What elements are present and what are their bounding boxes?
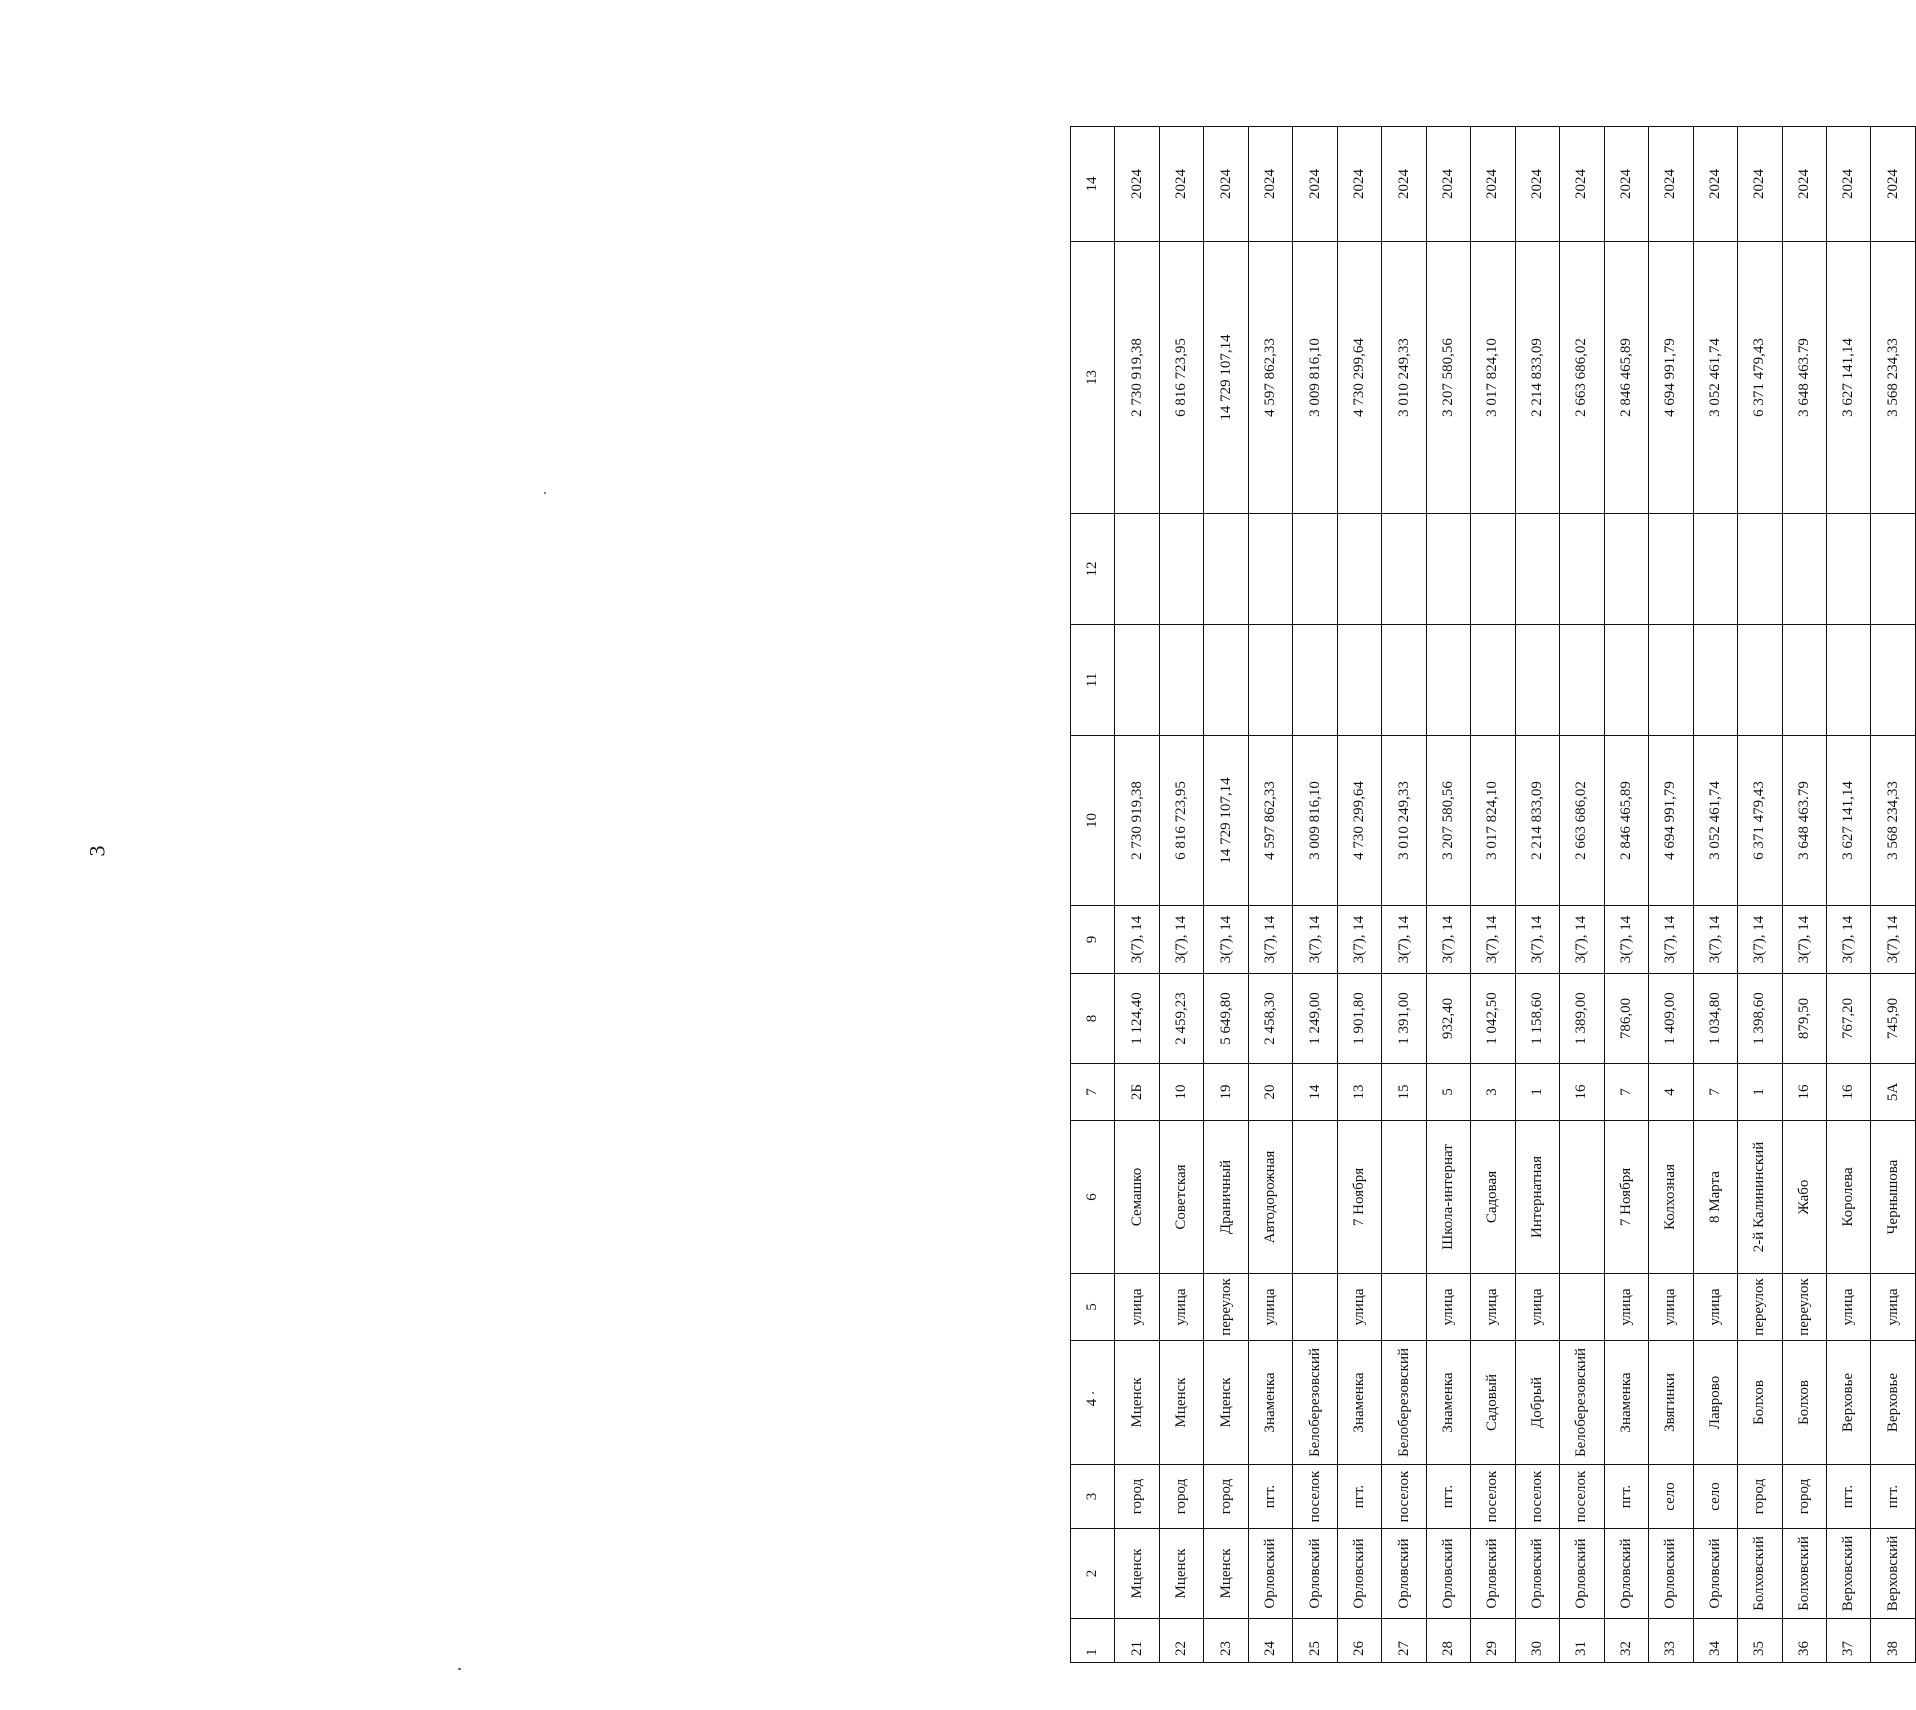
table-cell: 3 627 141,14 bbox=[1826, 242, 1870, 514]
table-cell: пгт. bbox=[1604, 1465, 1648, 1529]
table-cell bbox=[1560, 514, 1604, 625]
table-cell: пгт. bbox=[1826, 1465, 1870, 1529]
table-cell: 2024 bbox=[1426, 127, 1470, 242]
table-cell: Жабо bbox=[1782, 1121, 1826, 1274]
table-cell: 4 694 991,79 bbox=[1649, 242, 1693, 514]
table-cell: 4 597 862,33 bbox=[1248, 242, 1292, 514]
table-cell bbox=[1826, 514, 1870, 625]
table-cell: 1 124,40 bbox=[1115, 974, 1159, 1064]
table-cell: Белоберезовский bbox=[1293, 1341, 1337, 1465]
table-cell: Мценск bbox=[1115, 1341, 1159, 1465]
table-row bbox=[1515, 127, 1559, 1663]
table-cell: 745,90 bbox=[1871, 974, 1916, 1064]
table-cell: 10 bbox=[1159, 1064, 1203, 1121]
table-cell bbox=[1426, 514, 1470, 625]
table-cell: 2 458,30 bbox=[1248, 974, 1292, 1064]
column-header: 11 bbox=[1071, 625, 1115, 736]
table-cell: 2-й Калининский bbox=[1738, 1121, 1782, 1274]
table-cell: 2024 bbox=[1693, 127, 1737, 242]
table-cell bbox=[1471, 514, 1515, 625]
table-cell: 26 bbox=[1337, 1619, 1381, 1663]
table-cell: 25 bbox=[1293, 1619, 1337, 1663]
column-header: 1 bbox=[1071, 1619, 1115, 1663]
table-cell: улица bbox=[1649, 1274, 1693, 1341]
table-cell: 2024 bbox=[1826, 127, 1870, 242]
table-cell: Звягинки bbox=[1649, 1341, 1693, 1465]
table-cell: 16 bbox=[1560, 1064, 1604, 1121]
table-cell bbox=[1159, 514, 1203, 625]
column-header: 4 bbox=[1071, 1341, 1115, 1465]
table-cell: 2 663 686,02 bbox=[1560, 736, 1604, 906]
table-cell bbox=[1204, 625, 1248, 736]
table-cell: 24 bbox=[1248, 1619, 1292, 1663]
table-cell: 1 042,50 bbox=[1471, 974, 1515, 1064]
table-cell: 16 bbox=[1782, 1064, 1826, 1121]
table-cell: Мценск bbox=[1159, 1529, 1203, 1619]
table-cell: 28 bbox=[1426, 1619, 1470, 1663]
table-cell: Болхов bbox=[1782, 1341, 1826, 1465]
table-row bbox=[1248, 127, 1292, 1663]
table-cell: Орловский bbox=[1248, 1529, 1292, 1619]
table-cell: Верховский bbox=[1871, 1529, 1916, 1619]
table-cell: Знаменка bbox=[1248, 1341, 1292, 1465]
table-cell: Верховье bbox=[1826, 1341, 1870, 1465]
table-cell: 32 bbox=[1604, 1619, 1648, 1663]
table-cell: 14 729 107,14 bbox=[1204, 736, 1248, 906]
table-cell: 36 bbox=[1782, 1619, 1826, 1663]
table-cell: улица bbox=[1471, 1274, 1515, 1341]
table-cell: 14 bbox=[1293, 1064, 1337, 1121]
table-cell: 2024 bbox=[1248, 127, 1292, 242]
table-cell: 6 371 479,43 bbox=[1738, 736, 1782, 906]
table-cell bbox=[1248, 625, 1292, 736]
table-cell: 2024 bbox=[1871, 127, 1916, 242]
table-cell: 4 597 862,33 bbox=[1248, 736, 1292, 906]
table-cell: 29 bbox=[1471, 1619, 1515, 1663]
column-header: 6 bbox=[1071, 1121, 1115, 1274]
table-cell: пгт. bbox=[1248, 1465, 1292, 1529]
table-cell bbox=[1871, 625, 1916, 736]
table-cell bbox=[1248, 514, 1292, 625]
table-cell bbox=[1382, 625, 1426, 736]
column-header: 13 bbox=[1071, 242, 1115, 514]
table-cell: 3 017 824,10 bbox=[1471, 736, 1515, 906]
table-cell: 3 627 141,14 bbox=[1826, 736, 1870, 906]
table-cell bbox=[1560, 625, 1604, 736]
table-cell: 2 730 919,38 bbox=[1115, 242, 1159, 514]
column-header: 7 bbox=[1071, 1064, 1115, 1121]
table-cell: 2 214 833,09 bbox=[1515, 242, 1559, 514]
table-cell: 5 bbox=[1426, 1064, 1470, 1121]
table-cell: 3 009 816,10 bbox=[1293, 242, 1337, 514]
table-cell: 2024 bbox=[1649, 127, 1693, 242]
table-cell: 3 052 461,74 bbox=[1693, 736, 1737, 906]
table-cell: Болховский bbox=[1738, 1529, 1782, 1619]
table-cell: 2024 bbox=[1515, 127, 1559, 242]
table-cell: 1 409,00 bbox=[1649, 974, 1693, 1064]
table-cell: 15 bbox=[1382, 1064, 1426, 1121]
table-cell: Интернатная bbox=[1515, 1121, 1559, 1274]
table-cell: Садовый bbox=[1471, 1341, 1515, 1465]
table-cell: 6 816 723,95 bbox=[1159, 242, 1203, 514]
table-cell: 3 010 249,33 bbox=[1382, 736, 1426, 906]
table-cell bbox=[1115, 625, 1159, 736]
table-cell: 33 bbox=[1649, 1619, 1693, 1663]
table-cell: Орловский bbox=[1293, 1529, 1337, 1619]
table-cell: 3 207 580,56 bbox=[1426, 736, 1470, 906]
table-cell: 2Б bbox=[1115, 1064, 1159, 1121]
table-cell: 3(7), 14 bbox=[1115, 906, 1159, 974]
table-cell: 21 bbox=[1115, 1619, 1159, 1663]
table-cell: 3(7), 14 bbox=[1204, 906, 1248, 974]
table-row bbox=[1782, 127, 1826, 1663]
table-cell: 34 bbox=[1693, 1619, 1737, 1663]
table-cell bbox=[1382, 1121, 1426, 1274]
table-body bbox=[1071, 127, 1916, 1663]
table-cell: 3 052 461,74 bbox=[1693, 242, 1737, 514]
table-cell: переулок bbox=[1204, 1274, 1248, 1341]
table-cell: улица bbox=[1159, 1274, 1203, 1341]
column-header: 2 bbox=[1071, 1529, 1115, 1619]
table-cell: 1 158,60 bbox=[1515, 974, 1559, 1064]
table-cell: 3(7), 14 bbox=[1337, 906, 1381, 974]
table-cell: Советская bbox=[1159, 1121, 1203, 1274]
table-cell: 786,00 bbox=[1604, 974, 1648, 1064]
table-cell: 1 391,00 bbox=[1382, 974, 1426, 1064]
table-cell: 2 846 465,89 bbox=[1604, 736, 1648, 906]
table-cell: 2 214 833,09 bbox=[1515, 736, 1559, 906]
table-cell: Белоберезовский bbox=[1560, 1341, 1604, 1465]
table-cell: Верховье bbox=[1871, 1341, 1916, 1465]
table-cell: Белоберезовский bbox=[1382, 1341, 1426, 1465]
table-cell: 3 648 463.79 bbox=[1782, 736, 1826, 906]
table-cell bbox=[1382, 1274, 1426, 1341]
table-cell: 3(7), 14 bbox=[1382, 906, 1426, 974]
table-cell bbox=[1604, 514, 1648, 625]
table-cell: Мценск bbox=[1159, 1341, 1203, 1465]
table-cell: улица bbox=[1115, 1274, 1159, 1341]
table-cell: 5 649,80 bbox=[1204, 974, 1248, 1064]
table-cell bbox=[1515, 514, 1559, 625]
table-cell: 3(7), 14 bbox=[1159, 906, 1203, 974]
table-cell: 1 034,80 bbox=[1693, 974, 1737, 1064]
table-cell bbox=[1871, 514, 1916, 625]
table-cell bbox=[1515, 625, 1559, 736]
table-cell: город bbox=[1115, 1465, 1159, 1529]
table-cell: 2024 bbox=[1782, 127, 1826, 242]
table-cell bbox=[1782, 514, 1826, 625]
table-row bbox=[1426, 127, 1470, 1663]
table-cell: улица bbox=[1426, 1274, 1470, 1341]
table-row bbox=[1693, 127, 1737, 1663]
table-cell: 3 009 816,10 bbox=[1293, 736, 1337, 906]
table-cell: Знаменка bbox=[1604, 1341, 1648, 1465]
table-cell: Знаменка bbox=[1426, 1341, 1470, 1465]
table-cell bbox=[1826, 625, 1870, 736]
table-row bbox=[1871, 127, 1916, 1663]
table-cell: 2024 bbox=[1337, 127, 1381, 242]
table-cell: 2024 bbox=[1204, 127, 1248, 242]
scan-speck bbox=[458, 1668, 461, 1670]
table-cell: 3(7), 14 bbox=[1826, 906, 1870, 974]
table-cell: Орловский bbox=[1337, 1529, 1381, 1619]
table-cell: 16 bbox=[1826, 1064, 1870, 1121]
table-cell: 20 bbox=[1248, 1064, 1292, 1121]
table-cell bbox=[1560, 1121, 1604, 1274]
table-cell: 7 Ноября bbox=[1604, 1121, 1648, 1274]
table-cell: 3(7), 14 bbox=[1426, 906, 1470, 974]
table-cell: 6 816 723,95 bbox=[1159, 736, 1203, 906]
table-cell: 2024 bbox=[1604, 127, 1648, 242]
table-cell: 7 bbox=[1693, 1064, 1737, 1121]
table-cell bbox=[1693, 514, 1737, 625]
table-cell: пгт. bbox=[1871, 1465, 1916, 1529]
table-cell: 3(7), 14 bbox=[1738, 906, 1782, 974]
table-cell: переулок bbox=[1738, 1274, 1782, 1341]
table-cell: 6 371 479,43 bbox=[1738, 242, 1782, 514]
column-header: 9 bbox=[1071, 906, 1115, 974]
table-cell: 5А bbox=[1871, 1064, 1916, 1121]
table-cell: 4 bbox=[1649, 1064, 1693, 1121]
table-cell: 3(7), 14 bbox=[1293, 906, 1337, 974]
table-cell bbox=[1649, 625, 1693, 736]
page-number: 3 bbox=[84, 845, 110, 857]
table-row bbox=[1738, 127, 1782, 1663]
table-cell: 3(7), 14 bbox=[1871, 906, 1916, 974]
table-row bbox=[1337, 127, 1381, 1663]
table-cell bbox=[1604, 625, 1648, 736]
table-row bbox=[1826, 127, 1870, 1663]
table-cell: 37 bbox=[1826, 1619, 1870, 1663]
table-cell: 2 846 465,89 bbox=[1604, 242, 1648, 514]
table-cell: 3(7), 14 bbox=[1471, 906, 1515, 974]
table-cell: Чернышова bbox=[1871, 1121, 1916, 1274]
table-cell: 2024 bbox=[1293, 127, 1337, 242]
table-row bbox=[1560, 127, 1604, 1663]
table-cell: Школа-интернат bbox=[1426, 1121, 1470, 1274]
table-cell: Знаменка bbox=[1337, 1341, 1381, 1465]
table-cell bbox=[1293, 514, 1337, 625]
table-cell bbox=[1471, 625, 1515, 736]
table-cell bbox=[1738, 625, 1782, 736]
table-cell: 13 bbox=[1337, 1064, 1381, 1121]
table-cell: улица bbox=[1515, 1274, 1559, 1341]
table-cell: 3(7), 14 bbox=[1248, 906, 1292, 974]
table-cell: поселок bbox=[1293, 1465, 1337, 1529]
table-cell: 3 648 463.79 bbox=[1782, 242, 1826, 514]
scan-speck bbox=[544, 492, 546, 494]
table-cell: 3(7), 14 bbox=[1604, 906, 1648, 974]
table-cell: 767,20 bbox=[1826, 974, 1870, 1064]
table-cell: улица bbox=[1826, 1274, 1870, 1341]
table-cell: улица bbox=[1693, 1274, 1737, 1341]
table-cell: Орловский bbox=[1471, 1529, 1515, 1619]
table-cell bbox=[1426, 625, 1470, 736]
table-cell: 7 Ноября bbox=[1337, 1121, 1381, 1274]
table-cell: 1 389,00 bbox=[1560, 974, 1604, 1064]
table-cell bbox=[1293, 1274, 1337, 1341]
column-header: 5 bbox=[1071, 1274, 1115, 1341]
table-cell: село bbox=[1649, 1465, 1693, 1529]
table-cell: Орловский bbox=[1693, 1529, 1737, 1619]
table-cell: 879,50 bbox=[1782, 974, 1826, 1064]
table-cell: 1 bbox=[1738, 1064, 1782, 1121]
table-cell: 38 bbox=[1871, 1619, 1916, 1663]
table-cell: Добрый bbox=[1515, 1341, 1559, 1465]
table-cell: 2 663 686,02 bbox=[1560, 242, 1604, 514]
table-cell: 2 459,23 bbox=[1159, 974, 1203, 1064]
register-table bbox=[1070, 126, 1916, 1663]
table-cell: Орловский bbox=[1649, 1529, 1693, 1619]
table-cell: пгт. bbox=[1426, 1465, 1470, 1529]
table-cell: 2024 bbox=[1471, 127, 1515, 242]
table-cell: Мценск bbox=[1204, 1341, 1248, 1465]
table-cell: 7 bbox=[1604, 1064, 1648, 1121]
table-row bbox=[1382, 127, 1426, 1663]
table-cell: 3 017 824,10 bbox=[1471, 242, 1515, 514]
scan-speck bbox=[1092, 1392, 1094, 1394]
table-cell: поселок bbox=[1515, 1465, 1559, 1529]
table-cell: 3(7), 14 bbox=[1782, 906, 1826, 974]
table-cell: Орловский bbox=[1560, 1529, 1604, 1619]
table-cell: город bbox=[1204, 1465, 1248, 1529]
table-cell bbox=[1337, 625, 1381, 736]
table-cell: 35 bbox=[1738, 1619, 1782, 1663]
table-row bbox=[1204, 127, 1248, 1663]
table-cell: 1 901,80 bbox=[1337, 974, 1381, 1064]
table-cell: 1 249,00 bbox=[1293, 974, 1337, 1064]
table-cell bbox=[1204, 514, 1248, 625]
table-cell: поселок bbox=[1560, 1465, 1604, 1529]
table-cell: город bbox=[1738, 1465, 1782, 1529]
table-cell: 27 bbox=[1382, 1619, 1426, 1663]
table-cell: 3(7), 14 bbox=[1649, 906, 1693, 974]
table-cell: 2024 bbox=[1382, 127, 1426, 242]
table-cell: 932,40 bbox=[1426, 974, 1470, 1064]
table-cell: 2 730 919,38 bbox=[1115, 736, 1159, 906]
table-cell: пгт. bbox=[1337, 1465, 1381, 1529]
table-cell: 3 568 234,33 bbox=[1871, 736, 1916, 906]
table-cell: Драничный bbox=[1204, 1121, 1248, 1274]
table-cell: Лаврово bbox=[1693, 1341, 1737, 1465]
column-header: 14 bbox=[1071, 127, 1115, 242]
table-cell: Семашко bbox=[1115, 1121, 1159, 1274]
table-cell bbox=[1293, 1121, 1337, 1274]
table-row bbox=[1159, 127, 1203, 1663]
table-cell bbox=[1159, 625, 1203, 736]
table-cell: Королева bbox=[1826, 1121, 1870, 1274]
table-cell: Орловский bbox=[1515, 1529, 1559, 1619]
column-header: 8 bbox=[1071, 974, 1115, 1064]
table-cell: Верховский bbox=[1826, 1529, 1870, 1619]
table-cell bbox=[1693, 625, 1737, 736]
table-cell: 3(7), 14 bbox=[1560, 906, 1604, 974]
table-cell: Автодорожная bbox=[1248, 1121, 1292, 1274]
table-cell: поселок bbox=[1382, 1465, 1426, 1529]
table-cell: 1 398,60 bbox=[1738, 974, 1782, 1064]
table-cell: город bbox=[1159, 1465, 1203, 1529]
table-cell: переулок bbox=[1782, 1274, 1826, 1341]
table-row bbox=[1293, 127, 1337, 1663]
table-row bbox=[1471, 127, 1515, 1663]
table-cell: 23 bbox=[1204, 1619, 1248, 1663]
table-cell: 22 bbox=[1159, 1619, 1203, 1663]
table-cell: 4 730 299,64 bbox=[1337, 736, 1381, 906]
table-cell bbox=[1738, 514, 1782, 625]
table-cell: Колхозная bbox=[1649, 1121, 1693, 1274]
table-cell: 3(7), 14 bbox=[1693, 906, 1737, 974]
table-row bbox=[1649, 127, 1693, 1663]
table-cell: Мценск bbox=[1115, 1529, 1159, 1619]
table-cell: 8 Марта bbox=[1693, 1121, 1737, 1274]
table-cell bbox=[1560, 1274, 1604, 1341]
table-cell: Болховский bbox=[1782, 1529, 1826, 1619]
table-cell: 2024 bbox=[1159, 127, 1203, 242]
table-cell: Болхов bbox=[1738, 1341, 1782, 1465]
table-row bbox=[1604, 127, 1648, 1663]
table-cell: Орловский bbox=[1382, 1529, 1426, 1619]
table-cell: 2024 bbox=[1738, 127, 1782, 242]
table-cell bbox=[1115, 514, 1159, 625]
table-cell: Орловский bbox=[1604, 1529, 1648, 1619]
table-cell bbox=[1293, 625, 1337, 736]
table-cell: 4 694 991,79 bbox=[1649, 736, 1693, 906]
table-row bbox=[1115, 127, 1159, 1663]
table-cell: Мценск bbox=[1204, 1529, 1248, 1619]
table-cell: 14 729 107,14 bbox=[1204, 242, 1248, 514]
table-cell bbox=[1337, 514, 1381, 625]
table-cell: поселок bbox=[1471, 1465, 1515, 1529]
table-cell: улица bbox=[1871, 1274, 1916, 1341]
column-header: 3 bbox=[1071, 1465, 1115, 1529]
table-cell: 3 568 234,33 bbox=[1871, 242, 1916, 514]
table-cell: 4 730 299,64 bbox=[1337, 242, 1381, 514]
table-cell: 3(7), 14 bbox=[1515, 906, 1559, 974]
table-cell: 3 207 580,56 bbox=[1426, 242, 1470, 514]
table-cell: улица bbox=[1248, 1274, 1292, 1341]
table-cell: 3 010 249,33 bbox=[1382, 242, 1426, 514]
table-cell: 2024 bbox=[1560, 127, 1604, 242]
table-cell: 1 bbox=[1515, 1064, 1559, 1121]
table-cell: улица bbox=[1604, 1274, 1648, 1341]
table-cell: село bbox=[1693, 1465, 1737, 1529]
table-cell bbox=[1382, 514, 1426, 625]
table-cell: город bbox=[1782, 1465, 1826, 1529]
table-cell: 2024 bbox=[1115, 127, 1159, 242]
table-cell: 30 bbox=[1515, 1619, 1559, 1663]
header-row bbox=[1071, 127, 1115, 1663]
table-cell: Орловский bbox=[1426, 1529, 1470, 1619]
table-cell: 31 bbox=[1560, 1619, 1604, 1663]
column-header: 10 bbox=[1071, 736, 1115, 906]
table-cell: 3 bbox=[1471, 1064, 1515, 1121]
column-header: 12 bbox=[1071, 514, 1115, 625]
table-cell: 19 bbox=[1204, 1064, 1248, 1121]
table-cell bbox=[1649, 514, 1693, 625]
table-cell: Садовая bbox=[1471, 1121, 1515, 1274]
rotated-table-container bbox=[1070, 127, 1916, 1663]
table-cell: улица bbox=[1337, 1274, 1381, 1341]
table-cell bbox=[1782, 625, 1826, 736]
